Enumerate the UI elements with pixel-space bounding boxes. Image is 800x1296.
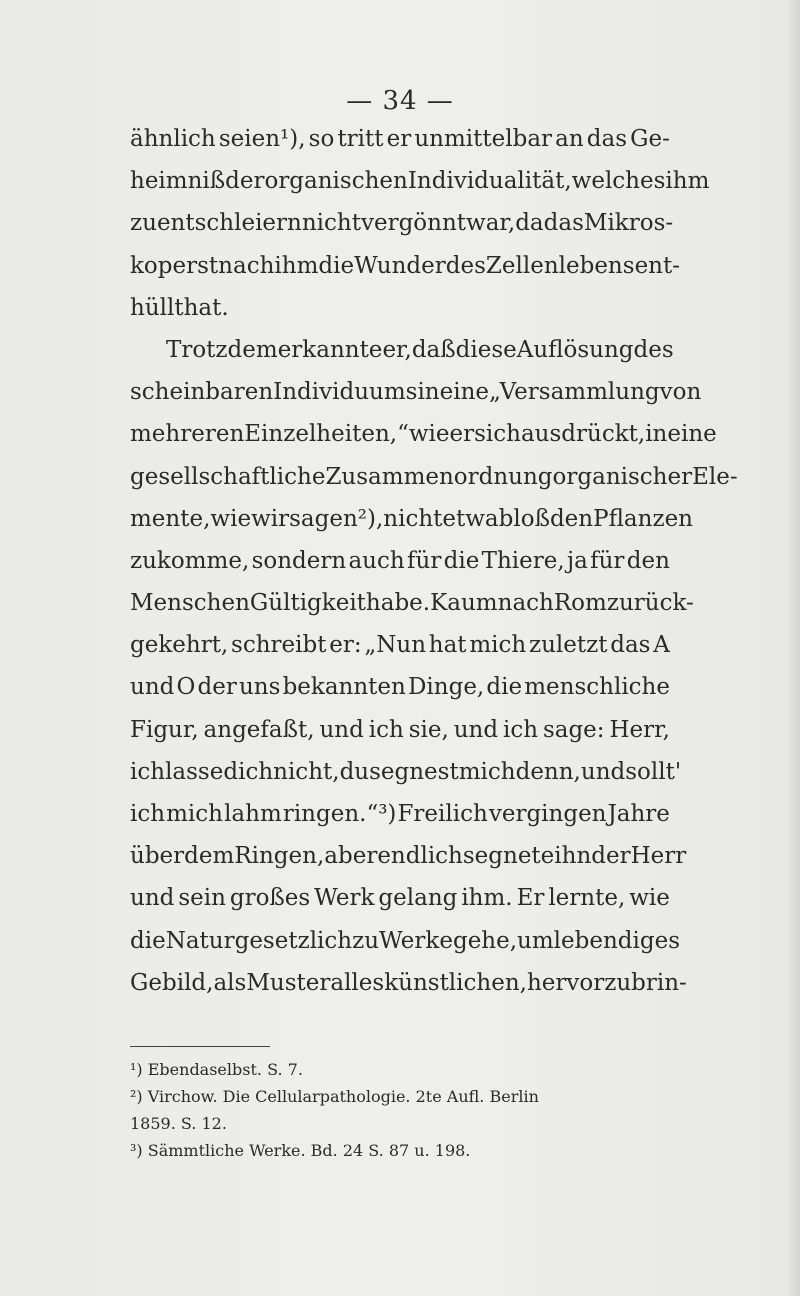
word: die xyxy=(318,252,355,279)
word: schreibt xyxy=(231,632,327,659)
footnote: ²) Virchow. Die Cellularpathologie. 2te Aufl. Berlin xyxy=(130,1087,539,1106)
word: lasse xyxy=(165,758,224,785)
word: künstlichen, xyxy=(384,969,527,996)
word: zu xyxy=(352,927,380,954)
text-line xyxy=(130,118,670,160)
text-line xyxy=(130,498,693,540)
word: A xyxy=(653,632,670,659)
word: hervorzubrin- xyxy=(526,969,687,996)
word: Kaum xyxy=(430,590,498,617)
word: uns xyxy=(238,674,281,701)
text-line xyxy=(130,245,681,287)
word: Werke xyxy=(379,927,453,954)
word: und xyxy=(580,758,626,785)
word: O xyxy=(176,674,196,701)
word: hat. xyxy=(183,294,229,321)
word: an xyxy=(555,126,584,152)
word: Mikros- xyxy=(583,210,674,237)
word: Ele- xyxy=(692,463,738,490)
word: ich xyxy=(502,716,539,743)
word: gesellschaftliche xyxy=(130,463,326,490)
word: Rom xyxy=(553,590,607,617)
word: die xyxy=(443,547,480,574)
word: mente, xyxy=(130,505,211,532)
word: gekehrt, xyxy=(130,632,229,659)
word: eine xyxy=(439,379,490,406)
word: bloß xyxy=(498,505,550,532)
word: Natur xyxy=(165,927,235,954)
word: gehe, xyxy=(452,927,518,954)
word: wie xyxy=(629,885,670,912)
word: heimniß xyxy=(130,168,226,195)
word: nicht xyxy=(301,210,361,237)
word: ihm xyxy=(665,168,710,195)
page-number: — 34 — xyxy=(346,86,454,116)
word: die xyxy=(486,674,523,701)
word: zukomme, xyxy=(130,547,250,574)
footnote: ¹) Ebendaselbst. S. 7. xyxy=(130,1060,303,1079)
word: und xyxy=(319,716,364,743)
text-line xyxy=(130,456,738,498)
word: Gültigkeit xyxy=(249,590,366,617)
word: „Versammlung xyxy=(489,379,660,406)
word: angefaßt, xyxy=(203,716,315,743)
word: Thiere, xyxy=(481,547,565,574)
word: lebendiges xyxy=(553,927,681,954)
word: des xyxy=(633,336,674,363)
word: hat xyxy=(428,632,467,659)
word: zu xyxy=(130,210,157,237)
word: er xyxy=(449,421,475,448)
text-line xyxy=(130,160,710,202)
word: endlich xyxy=(377,843,463,870)
word: Individualität, xyxy=(407,168,572,195)
word: bekannten xyxy=(282,674,406,701)
word: mich xyxy=(458,758,516,785)
word: organischen xyxy=(264,168,408,195)
word: wie xyxy=(210,505,252,532)
word: und xyxy=(130,885,175,912)
word: in xyxy=(417,379,440,406)
word: unmittelbar xyxy=(414,126,553,152)
word: ich xyxy=(368,716,404,743)
word: Werk xyxy=(314,885,375,912)
text-line xyxy=(130,962,687,1004)
word: mich xyxy=(469,632,527,659)
word: nicht xyxy=(383,505,443,532)
word: Zusammenordnung xyxy=(325,463,553,490)
word: aber xyxy=(324,843,378,870)
word: und xyxy=(453,716,499,743)
word: er, xyxy=(382,336,412,363)
text-line xyxy=(130,666,670,708)
word: „Nun xyxy=(364,632,427,659)
word: die xyxy=(130,927,166,954)
word: erst xyxy=(172,252,219,279)
word: Figur, xyxy=(130,716,199,743)
word: erkannte xyxy=(277,336,383,363)
word: war, xyxy=(466,210,516,237)
word: der xyxy=(197,674,237,701)
word: Herr xyxy=(630,843,687,870)
word: für xyxy=(590,547,625,574)
word: denn, xyxy=(515,758,581,785)
word: habe. xyxy=(365,590,431,617)
word: Wunder xyxy=(354,252,446,279)
word: sagen²), xyxy=(289,505,384,532)
text-line xyxy=(130,709,670,751)
word: Jahre xyxy=(607,801,670,827)
footnotes xyxy=(130,1056,670,1164)
word: Gebild, xyxy=(130,969,214,996)
word: du xyxy=(339,758,370,785)
word: er: xyxy=(329,632,362,659)
word: segnest xyxy=(369,758,459,785)
word: Ge- xyxy=(630,126,670,152)
word: sage: xyxy=(542,716,605,743)
word: scheinbaren xyxy=(130,379,274,406)
word: welches xyxy=(571,168,666,195)
word: das xyxy=(610,632,651,659)
text-line xyxy=(130,624,670,666)
word: dich xyxy=(223,758,274,785)
word: etwa xyxy=(442,505,499,532)
word: ja xyxy=(566,547,588,574)
text-line xyxy=(130,413,717,455)
word: und xyxy=(130,674,175,701)
word: ich xyxy=(130,758,166,785)
text-line xyxy=(130,202,674,244)
word: ihm. xyxy=(461,885,513,912)
text-line xyxy=(130,582,694,624)
word: Auflösung xyxy=(516,336,634,363)
word: den xyxy=(626,547,670,574)
word: Muster xyxy=(246,969,331,996)
word: nicht, xyxy=(273,758,340,785)
word: hüllt xyxy=(130,294,184,321)
word: wie xyxy=(408,421,450,448)
word: auch xyxy=(348,547,405,574)
word: in xyxy=(645,421,668,448)
text-line xyxy=(130,835,687,877)
word: des xyxy=(445,252,486,279)
word: Er xyxy=(516,885,545,912)
word: so xyxy=(308,126,335,152)
word: Individuums xyxy=(273,379,418,406)
word: der xyxy=(591,843,631,870)
word: der xyxy=(225,168,265,195)
word: den xyxy=(549,505,594,532)
text-line xyxy=(130,751,682,793)
word: sollt' xyxy=(625,758,682,785)
word: zurück- xyxy=(606,590,694,617)
word: daß xyxy=(411,336,456,363)
word: lahm xyxy=(224,801,282,827)
word: sein xyxy=(178,885,226,912)
word: ihn xyxy=(554,843,592,870)
word: alles xyxy=(330,969,385,996)
word: tritt xyxy=(337,126,384,152)
word: ausdrückt, xyxy=(520,421,646,448)
word: Pflanzen xyxy=(593,505,693,532)
word: sich xyxy=(474,421,521,448)
word: über xyxy=(130,843,185,870)
word: eine xyxy=(667,421,717,448)
word: lernte, xyxy=(548,885,626,912)
word: Ringen, xyxy=(234,843,325,870)
word: seien¹), xyxy=(218,126,306,152)
footnote-continuation: 1859. S. 12. xyxy=(130,1114,227,1133)
word: sondern xyxy=(251,547,347,574)
word: Trotzdem xyxy=(166,336,278,363)
word: Zellenlebens xyxy=(485,252,635,279)
word: zuletzt xyxy=(528,632,608,659)
word: nach xyxy=(497,590,554,617)
word: entschleiern xyxy=(156,210,302,237)
word: für xyxy=(407,547,442,574)
word: menschliche xyxy=(524,674,670,701)
word: das xyxy=(543,210,584,237)
word: wir xyxy=(251,505,290,532)
word: nach xyxy=(218,252,275,279)
body-text xyxy=(130,118,738,1004)
word: vergönnt xyxy=(360,210,467,237)
word: von xyxy=(659,379,702,406)
word: organischer xyxy=(552,463,693,490)
word: kop xyxy=(130,252,173,279)
footnote: ³) Sämmtliche Werke. Bd. 24 S. 87 u. 198. xyxy=(130,1141,471,1160)
word: Einzelheiten,“ xyxy=(244,421,409,448)
text-line xyxy=(130,920,681,962)
word: ent- xyxy=(634,252,681,279)
text-line xyxy=(130,371,702,413)
text-line xyxy=(130,877,670,919)
word: Menschen xyxy=(130,590,250,617)
text-line xyxy=(130,793,670,835)
word: er xyxy=(386,126,412,152)
word: das xyxy=(586,126,628,152)
word: gelang xyxy=(378,885,458,912)
text-line xyxy=(130,287,670,329)
text-line xyxy=(130,540,670,582)
word: da xyxy=(515,210,544,237)
word: Freilich xyxy=(397,801,488,827)
word: Dinge, xyxy=(407,674,485,701)
word: um xyxy=(517,927,554,954)
word: großes xyxy=(229,885,311,912)
word: vergingen xyxy=(488,801,607,827)
word: gesetzlich xyxy=(234,927,353,954)
text-line xyxy=(130,329,674,371)
word: ringen.“³) xyxy=(282,801,397,827)
word: Herr, xyxy=(609,716,670,743)
word: diese xyxy=(455,336,517,363)
word: als xyxy=(213,969,247,996)
footnote-divider xyxy=(130,1046,270,1047)
word: ähnlich xyxy=(130,126,216,152)
page-edge-shadow xyxy=(786,0,800,1296)
word: segnete xyxy=(462,843,555,870)
word: ihm xyxy=(274,252,319,279)
word: mich xyxy=(166,801,223,827)
word: dem xyxy=(184,843,235,870)
word: mehreren xyxy=(130,421,245,448)
word: ich xyxy=(130,801,166,827)
word: sie, xyxy=(408,716,449,743)
